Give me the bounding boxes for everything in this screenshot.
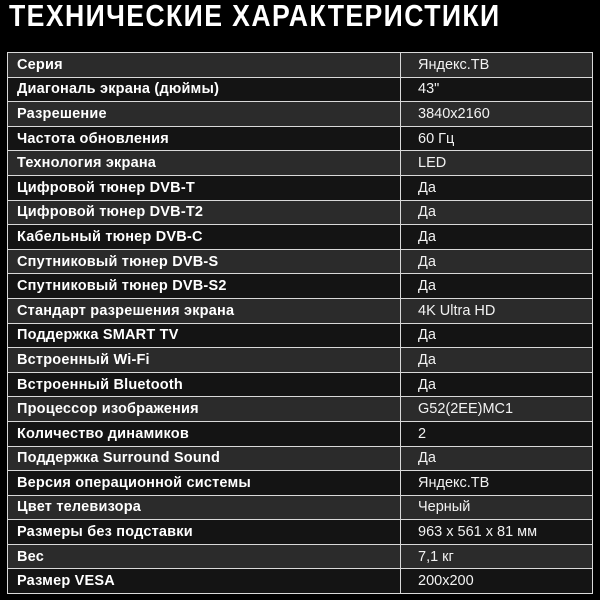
spec-table-body bbox=[8, 53, 593, 594]
spec-name: Поддержка SMART TV bbox=[8, 323, 401, 348]
spec-name: Поддержка Surround Sound bbox=[8, 446, 401, 471]
spec-value: Яндекс.ТВ bbox=[401, 53, 593, 78]
spec-value: Да bbox=[401, 225, 593, 250]
table-row bbox=[8, 200, 593, 225]
table-row bbox=[8, 372, 593, 397]
spec-value: Да bbox=[401, 372, 593, 397]
table-row bbox=[8, 348, 593, 373]
table-row bbox=[8, 323, 593, 348]
table-row bbox=[8, 274, 593, 299]
table-row bbox=[8, 225, 593, 250]
spec-value: 2 bbox=[401, 421, 593, 446]
spec-value: Да bbox=[401, 348, 593, 373]
spec-name: Диагональ экрана (дюймы) bbox=[8, 77, 401, 102]
table-row bbox=[8, 495, 593, 520]
spec-name: Разрешение bbox=[8, 102, 401, 127]
spec-name: Количество динамиков bbox=[8, 421, 401, 446]
spec-value: 60 Гц bbox=[401, 126, 593, 151]
table-row bbox=[8, 298, 593, 323]
spec-value: Да bbox=[401, 446, 593, 471]
table-row bbox=[8, 569, 593, 594]
spec-value: 7,1 кг bbox=[401, 544, 593, 569]
table-row bbox=[8, 102, 593, 127]
spec-value: 200x200 bbox=[401, 569, 593, 594]
spec-value: Да bbox=[401, 175, 593, 200]
spec-name: Серия bbox=[8, 53, 401, 78]
spec-value: LED bbox=[401, 151, 593, 176]
spec-value: 43" bbox=[401, 77, 593, 102]
table-row bbox=[8, 520, 593, 545]
spec-name: Встроенный Bluetooth bbox=[8, 372, 401, 397]
spec-value: 963 x 561 x 81 мм bbox=[401, 520, 593, 545]
spec-name: Процессор изображения bbox=[8, 397, 401, 422]
spec-name: Стандарт разрешения экрана bbox=[8, 298, 401, 323]
table-row bbox=[8, 421, 593, 446]
spec-value: G52(2EE)MC1 bbox=[401, 397, 593, 422]
spec-name: Размер VESA bbox=[8, 569, 401, 594]
table-row bbox=[8, 77, 593, 102]
spec-name: Технология экрана bbox=[8, 151, 401, 176]
spec-name: Вес bbox=[8, 544, 401, 569]
table-row bbox=[8, 471, 593, 496]
spec-name: Цифровой тюнер DVB-T bbox=[8, 175, 401, 200]
spec-name: Кабельный тюнер DVB-C bbox=[8, 225, 401, 250]
spec-name: Спутниковый тюнер DVB-S bbox=[8, 249, 401, 274]
spec-name: Встроенный Wi-Fi bbox=[8, 348, 401, 373]
table-row bbox=[8, 151, 593, 176]
spec-name: Частота обновления bbox=[8, 126, 401, 151]
spec-value: 3840x2160 bbox=[401, 102, 593, 127]
table-row bbox=[8, 397, 593, 422]
spec-value: Яндекс.ТВ bbox=[401, 471, 593, 496]
spec-value: Черный bbox=[401, 495, 593, 520]
table-row bbox=[8, 446, 593, 471]
spec-value: Да bbox=[401, 249, 593, 274]
spec-name: Цифровой тюнер DVB-T2 bbox=[8, 200, 401, 225]
table-row bbox=[8, 175, 593, 200]
spec-name: Спутниковый тюнер DVB-S2 bbox=[8, 274, 401, 299]
spec-table bbox=[7, 52, 593, 594]
page-title: ТЕХНИЧЕСКИЕ ХАРАКТЕРИСТИКИ bbox=[9, 0, 501, 33]
table-row bbox=[8, 126, 593, 151]
spec-name: Размеры без подставки bbox=[8, 520, 401, 545]
table-row bbox=[8, 249, 593, 274]
spec-name: Цвет телевизора bbox=[8, 495, 401, 520]
table-row bbox=[8, 544, 593, 569]
spec-value: Да bbox=[401, 200, 593, 225]
spec-value: Да bbox=[401, 274, 593, 299]
table-row bbox=[8, 53, 593, 78]
spec-name: Версия операционной системы bbox=[8, 471, 401, 496]
spec-value: 4K Ultra HD bbox=[401, 298, 593, 323]
spec-value: Да bbox=[401, 323, 593, 348]
